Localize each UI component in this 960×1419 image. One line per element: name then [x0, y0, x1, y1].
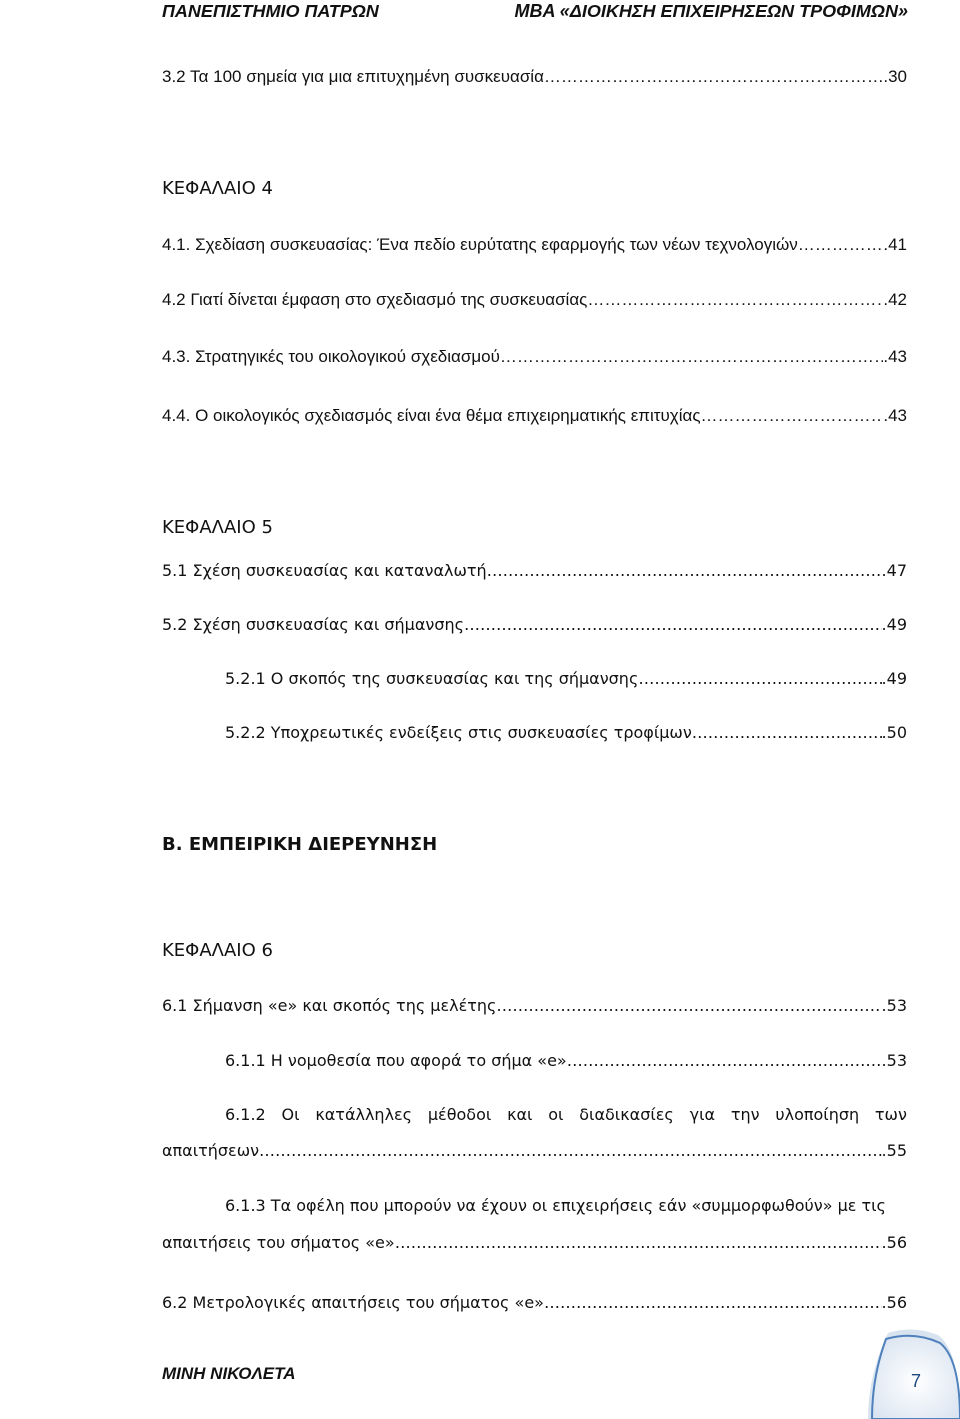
- word: για: [689, 1105, 716, 1124]
- toc-entry-4-2: [162, 289, 907, 311]
- toc-page-number: .41: [883, 235, 907, 254]
- word: και: [507, 1105, 533, 1124]
- toc-leader-dots: [487, 560, 882, 582]
- word: διαδικασίες: [579, 1105, 674, 1124]
- toc-entry-5-2-1: [225, 668, 907, 690]
- toc-entry-text: 5.2.1 Ο σκοπός της συσκευασίας και της σήμανσης: [225, 669, 639, 688]
- toc-entry-5-1: [162, 560, 907, 582]
- toc-entry-text: 6.2 Μετρολογικές απαιτήσεις του σήματος «e»: [162, 1293, 544, 1312]
- toc-entry-text: 4.2 Γιατί δίνεται έμφαση στο σχεδιασμό της συσκευασίας: [162, 290, 588, 309]
- toc-page-number: .56: [881, 1293, 907, 1312]
- toc-entry-5-2: [162, 614, 907, 636]
- toc-page-number: .50: [881, 723, 907, 742]
- toc-entry-text: 3.2 Τα 100 σημεία για μια επιτυχημένη συσκευασία: [162, 67, 544, 86]
- toc-leader-dots: [567, 1050, 882, 1072]
- toc-entry-text: απαιτήσεων: [162, 1141, 260, 1160]
- toc-page-number: .53: [881, 996, 907, 1015]
- toc-entry-4-3: [162, 346, 907, 368]
- toc-page-number: .53: [881, 1051, 907, 1070]
- toc-leader-dots: [500, 346, 883, 368]
- toc-leader-dots: [259, 1140, 882, 1162]
- word: την: [730, 1105, 760, 1124]
- toc-leader-dots: [464, 614, 882, 636]
- toc-entry-6-1-2-line2: [162, 1140, 907, 1162]
- word: 6.1.2: [225, 1105, 266, 1124]
- toc-entry-text: 5.1 Σχέση συσκευασίας και καταναλωτή: [162, 561, 487, 580]
- word: των: [874, 1105, 907, 1124]
- toc-page-number: .42: [883, 290, 907, 309]
- toc-entry-text: 4.3. Στρατηγικές του οικολογικού σχεδιασμού: [162, 347, 500, 366]
- word: κατάλληλες: [315, 1105, 413, 1124]
- chapter-6-heading: ΚΕΦΑΛΑΙΟ 6: [162, 940, 273, 961]
- toc-entry-4-4: [162, 405, 907, 427]
- chapter-5-heading: ΚΕΦΑΛΑΙΟ 5: [162, 517, 273, 538]
- toc-page-number: .43: [883, 406, 907, 425]
- toc-leader-dots: [798, 234, 884, 256]
- toc-leader-dots: [638, 668, 881, 690]
- toc-entry-3-2: [162, 66, 907, 88]
- toc-leader-dots: [544, 1292, 882, 1314]
- toc-entry-text: 5.2 Σχέση συσκευασίας και σήμανσης: [162, 615, 464, 634]
- footer-author: ΜΙΝΗ ΝΙΚΟΛΕΤΑ: [162, 1364, 296, 1383]
- header-university: ΠΑΝΕΠΙΣΤΗΜΙΟ ΠΑΤΡΩΝ: [162, 1, 379, 21]
- toc-entry-5-2-2: [225, 722, 907, 744]
- toc-page-number: .49: [881, 669, 907, 688]
- toc-page-number: .43: [883, 347, 907, 366]
- toc-page-number: .56: [881, 1233, 907, 1252]
- toc-entry-text: απαιτήσεις του σήματος «e»: [162, 1233, 395, 1252]
- toc-entry-text: 6.1.1 Η νομοθεσία που αφορά το σήμα «e»: [225, 1051, 567, 1070]
- toc-entry-text: 6.1 Σήμανση «e» και σκοπός της μελέτης: [162, 996, 497, 1015]
- toc-entry-4-1: [162, 234, 907, 256]
- toc-entry-6-1-1: [225, 1050, 907, 1072]
- chapter-4-heading: ΚΕΦΑΛΑΙΟ 4: [162, 178, 273, 199]
- toc-page-number: .55: [881, 1141, 907, 1160]
- word: μέθοδοι: [427, 1105, 492, 1124]
- header-program: MBA «ΔΙΟΙΚΗΣΗ ΕΠΙΧΕΙΡΗΣΕΩΝ ΤΡΟΦΙΜΩΝ»: [514, 1, 908, 21]
- toc-entry-text: 5.2.2 Υποχρεωτικές ενδείξεις στις συσκευασίες τροφίμων: [225, 723, 692, 742]
- toc-entry-6-1-3-line2: [162, 1232, 907, 1254]
- toc-leader-dots: [587, 289, 883, 311]
- toc-leader-dots: [496, 995, 881, 1017]
- toc-leader-dots: [701, 405, 884, 427]
- toc-page-number: .47: [881, 561, 907, 580]
- toc-entry-6-1-2-line1: [225, 1104, 907, 1126]
- toc-entry-text: 4.1. Σχεδίαση συσκευασίας: Ένα πεδίο ευρύτατης εφαρμογής των νέων τεχνολογιών: [162, 235, 798, 254]
- toc-page-number: .30: [883, 67, 907, 86]
- toc-page-number: .49: [881, 615, 907, 634]
- page-number-badge: [868, 1325, 960, 1419]
- toc-leader-dots: [692, 722, 882, 744]
- toc-entry-6-2: [162, 1292, 907, 1314]
- toc-entry-text: 4.4. Ο οικολογικός σχεδιασμός είναι ένα θέμα επιχειρηματικής επιτυχίας: [162, 406, 701, 425]
- toc-entry-6-1-3-line1: 6.1.3 Τα οφέλη που μπορούν να έχουν οι επιχειρήσεις εάν «συμμορφωθούν» με τις: [225, 1196, 886, 1215]
- toc-entry-6-1: [162, 995, 907, 1017]
- page-number: 7: [910, 1371, 922, 1391]
- word: Οι: [281, 1105, 300, 1124]
- toc-leader-dots: [395, 1232, 882, 1254]
- word: οι: [548, 1105, 564, 1124]
- toc-leader-dots: [544, 66, 883, 88]
- word: υλοποίηση: [775, 1105, 860, 1124]
- part-b-heading: Β. ΕΜΠΕΙΡΙΚΗ ΔΙΕΡΕΥΝΗΣΗ: [162, 834, 438, 855]
